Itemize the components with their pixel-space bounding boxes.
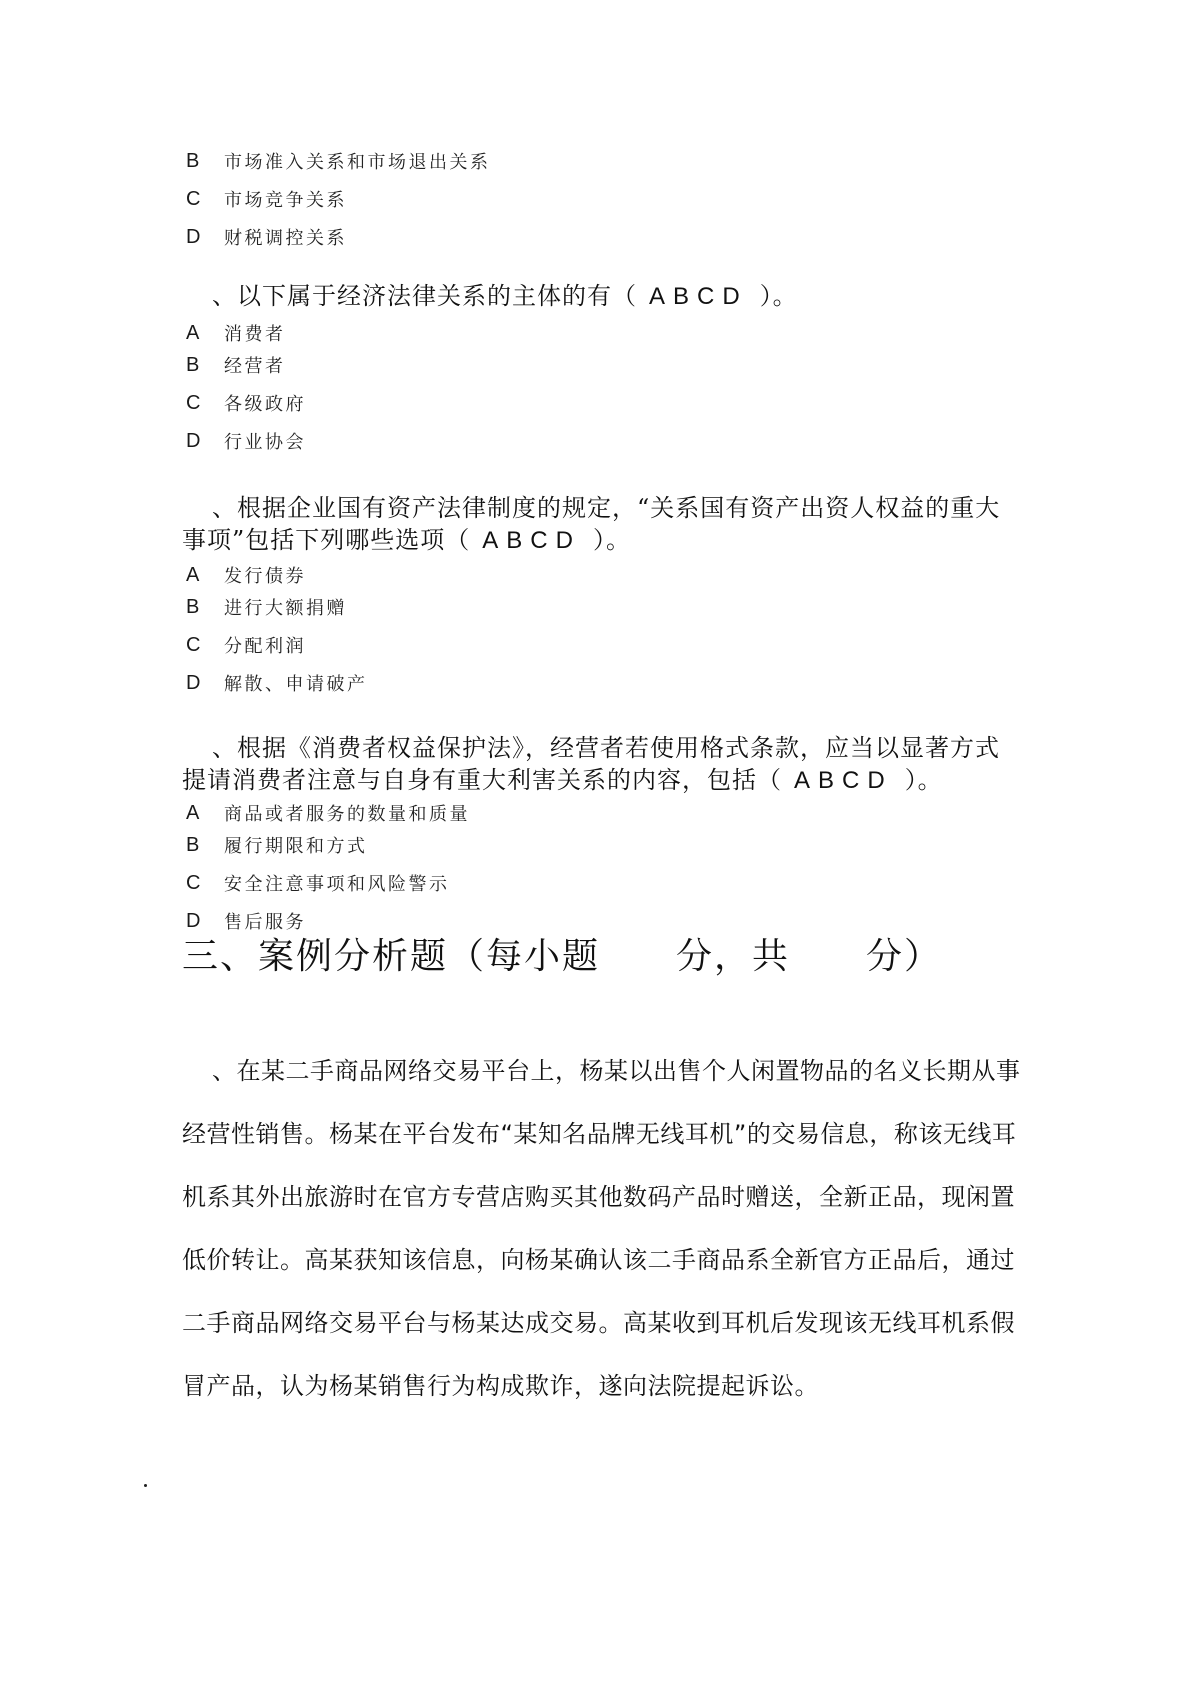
option-letter: B <box>186 595 200 618</box>
question-stem-text: 、根据《消费者权益保护法》，经营者若使用格式条款，应当以显著方式提请消费者注意与自身有重大利害关系的内容，包括（ <box>182 734 1000 794</box>
option-text: 进行大额捐赠 <box>224 598 347 619</box>
option-letter: B <box>186 353 200 376</box>
option-text: 经营者 <box>224 356 286 377</box>
option-d <box>186 668 368 698</box>
option-d <box>186 426 306 456</box>
option-text: 消费者 <box>224 324 286 345</box>
option-letter: A <box>186 321 200 344</box>
option-letter: D <box>186 671 201 694</box>
question-3-stem <box>182 732 1022 797</box>
option-letter: C <box>186 633 201 656</box>
question-tail: ）。 <box>904 766 943 794</box>
option-text: 财税调控关系 <box>224 228 347 249</box>
option-text: 发行债券 <box>224 566 306 587</box>
question-stem-text: 、根据企业国有资产法律制度的规定，“关系国有资产出资人权益的重大事项”包括下列哪些选项（ <box>182 494 1001 554</box>
question-tail: ）。 <box>759 282 798 310</box>
option-letter: D <box>186 225 201 248</box>
option-c <box>186 184 347 214</box>
question-stem-text: 、以下属于经济法律关系的主体的有（ <box>212 282 637 310</box>
answer-text: ABCD <box>482 527 581 554</box>
option-a <box>186 798 470 828</box>
option-c <box>186 388 306 418</box>
section-title: 三、案例分析题（每小题 分，共 分） <box>182 936 943 977</box>
option-b <box>186 592 347 622</box>
option-a <box>186 318 286 348</box>
option-b <box>186 830 368 860</box>
option-letter: D <box>186 909 201 932</box>
case-paragraph: 、在某二手商品网络交易平台上，杨某以出售个人闲置物品的名义长期从事经营性销售。杨某在平台发布“某知名品牌无线耳机”的交易信息，称该无线耳机系其外出旅游时在官方专营店购买其他数码产品时赠送，全新正品，现闲置低价转让。高某获知该信息，向杨某确认该二手商品系全新官方正品后，通过二手商品网络交易平台与杨某达成交易。高某收到耳机后发现该无线耳机系假冒产品，认为杨某销售行为构成欺诈，遂向法院提起诉讼。 <box>182 1057 1021 1400</box>
question-tail: ）。 <box>592 526 631 554</box>
option-letter: A <box>186 801 200 824</box>
option-text: 行业协会 <box>224 432 306 453</box>
option-text: 分配利润 <box>224 636 306 657</box>
page-dot <box>144 1484 147 1487</box>
option-letter: C <box>186 187 201 210</box>
question-1-stem <box>182 280 1052 313</box>
option-letter: C <box>186 391 201 414</box>
option-text: 市场竞争关系 <box>224 190 347 211</box>
option-letter: D <box>186 429 201 452</box>
option-text: 商品或者服务的数量和质量 <box>224 804 470 825</box>
option-text: 履行期限和方式 <box>224 836 368 857</box>
option-letter: A <box>186 563 200 586</box>
option-b <box>186 146 491 176</box>
option-c <box>186 868 450 898</box>
option-text: 解散、申请破产 <box>224 674 368 695</box>
answer-text: ABCD <box>794 767 893 794</box>
option-text: 安全注意事项和风险警示 <box>224 874 450 895</box>
option-letter: C <box>186 871 201 894</box>
option-letter: B <box>186 149 200 172</box>
option-c <box>186 630 306 660</box>
question-2-stem <box>182 492 1022 557</box>
option-text: 市场准入关系和市场退出关系 <box>224 152 491 173</box>
option-text: 售后服务 <box>224 912 306 933</box>
option-text: 各级政府 <box>224 394 306 415</box>
option-d <box>186 222 347 252</box>
answer-text: ABCD <box>649 283 748 310</box>
option-a <box>186 560 306 590</box>
option-letter: B <box>186 833 200 856</box>
option-b <box>186 350 286 380</box>
